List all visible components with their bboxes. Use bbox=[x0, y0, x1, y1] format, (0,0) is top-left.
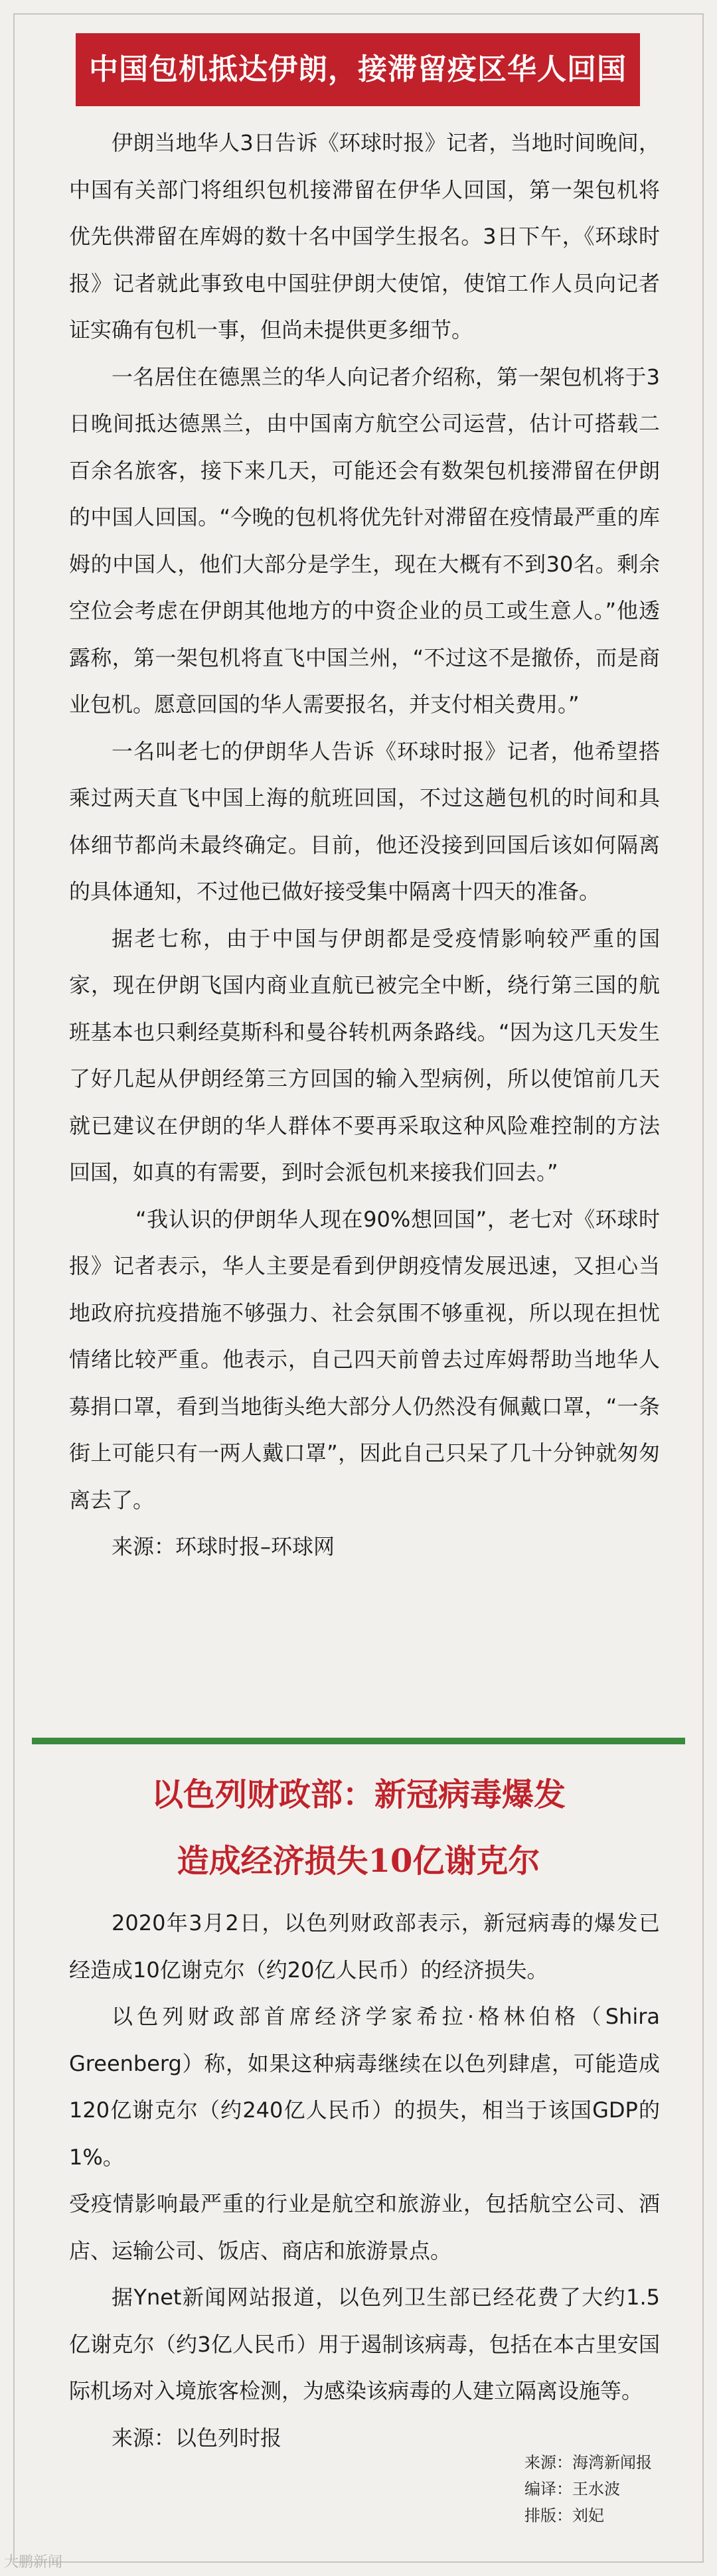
article2-headline-line1: 以色列财政部：新冠病毒爆发 bbox=[151, 1776, 566, 1813]
article1-headline: 中国包机抵达伊朗，接滞留疫区华人回国 bbox=[76, 33, 640, 106]
credit-editor: 编译：王水波 bbox=[524, 2480, 620, 2498]
article2-paragraph: 据Ynet新闻网站报道，以色列卫生部已经花费了大约1.5亿谢克尔（约3亿人民币）用于遏制该病毒，包括在本古里安国际机场对入境旅客检测，为感染该病毒的人建立隔离设施等。 bbox=[69, 2285, 660, 2403]
credit-layout: 排版：刘妃 bbox=[524, 2506, 604, 2525]
credit-source: 来源：海湾新闻报 bbox=[524, 2453, 652, 2472]
article2-headline-line2: 造成经济损失10亿谢克尔 bbox=[177, 1843, 540, 1880]
article1-paragraph: 据老七称，由于中国与伊朗都是受疫情影响较严重的国家，现在伊朗飞国内商业直航已被完全中断，绕行第三国的航班基本也只剩经莫斯科和曼谷转机两条路线。“因为这几天发生了好几起从伊朗经第三方回国的输入型病例，所以使馆前几天就已建议在伊朗的华人群体不要再采取这种风险难控制的方法回国，如真的有需要，到时会派包机来接我们回去。” bbox=[69, 925, 660, 1185]
article1-paragraph: 一名居住在德黑兰的华人向记者介绍称，第一架包机将于3日晚间抵达德黑兰，由中国南方航空公司运营，估计可搭载二百余名旅客，接下来几天，可能还会有数架包机接滞留在伊朗的中国人回国。“今晚的包机将优先针对滞留在疫情最严重的库姆的中国人，他们大部分是学生，现在大概有不到30名。剩余空位会考虑在伊朗其他地方的中资企业的员工或生意人。”他透露称，第一架包机将直飞中国兰州，“不过这不是撤侨，而是商业包机。愿意回国的华人需要报名，并支付相关费用。” bbox=[69, 364, 660, 717]
article1-paragraph: 伊朗当地华人3日告诉《环球时报》记者，当地时间晚间，中国有关部门将组织包机接滞留在伊华人回国，第一架包机将优先供滞留在库姆的数十名中国学生报名。3日下午，《环球时报》记者就此事致电中国驻伊朗大使馆，使馆工作人员向记者证实确有包机一事，但尚未提供更多细节。 bbox=[69, 130, 660, 342]
article2-paragraph: 受疫情影响最严重的行业是航空和旅游业，包括航空公司、酒店、运输公司、饭店、商店和旅游景点。 bbox=[69, 2191, 660, 2263]
article2-paragraph: 以色列财政部首席经济学家希拉·格林伯格（Shira Greenberg）称，如果这种病毒继续在以色列肆虐，可能造成120亿谢克尔（约240亿人民币）的损失，相当于该国GDP的1%。 bbox=[69, 2004, 660, 2170]
article1-paragraph: “我认识的伊朗华人现在90%想回国”，老七对《环球时报》记者表示，华人主要是看到伊朗疫情发展迅速，又担心当地政府抗疫措施不够强力、社会氛围不够重视，所以现在担忧情绪比较严重。他表示，自己四天前曾去过库姆帮助当地华人募捐口罩，看到当地街头绝大部分人仍然没有佩戴口罩，“一条街上可能只有一两人戴口罩”，因此自己只呆了几十分钟就匆匆离去了。 bbox=[69, 1206, 660, 1513]
article1-paragraph: 一名叫老七的伊朗华人告诉《环球时报》记者，他希望搭乘过两天直飞中国上海的航班回国，不过这趟包机的时间和具体细节都尚未最终确定。目前，他还没接到回国后该如何隔离的具体通知，不过他已做好接受集中隔离十四天的准备。 bbox=[69, 738, 660, 904]
article2-source: 来源：以色列时报 bbox=[112, 2425, 282, 2451]
section-divider bbox=[32, 1738, 685, 1744]
credits-block bbox=[524, 2449, 652, 2529]
article2-body bbox=[69, 1900, 660, 2461]
watermark-text: 大鹏新闻 bbox=[4, 2554, 63, 2571]
article1-body bbox=[69, 119, 660, 1570]
article2-paragraph: 2020年3月2日，以色列财政部表示，新冠病毒的爆发已经造成10亿谢克尔（约20亿人民币）的经济损失。 bbox=[69, 1910, 660, 1983]
article1-source: 来源：环球时报–环球网 bbox=[112, 1534, 335, 1559]
